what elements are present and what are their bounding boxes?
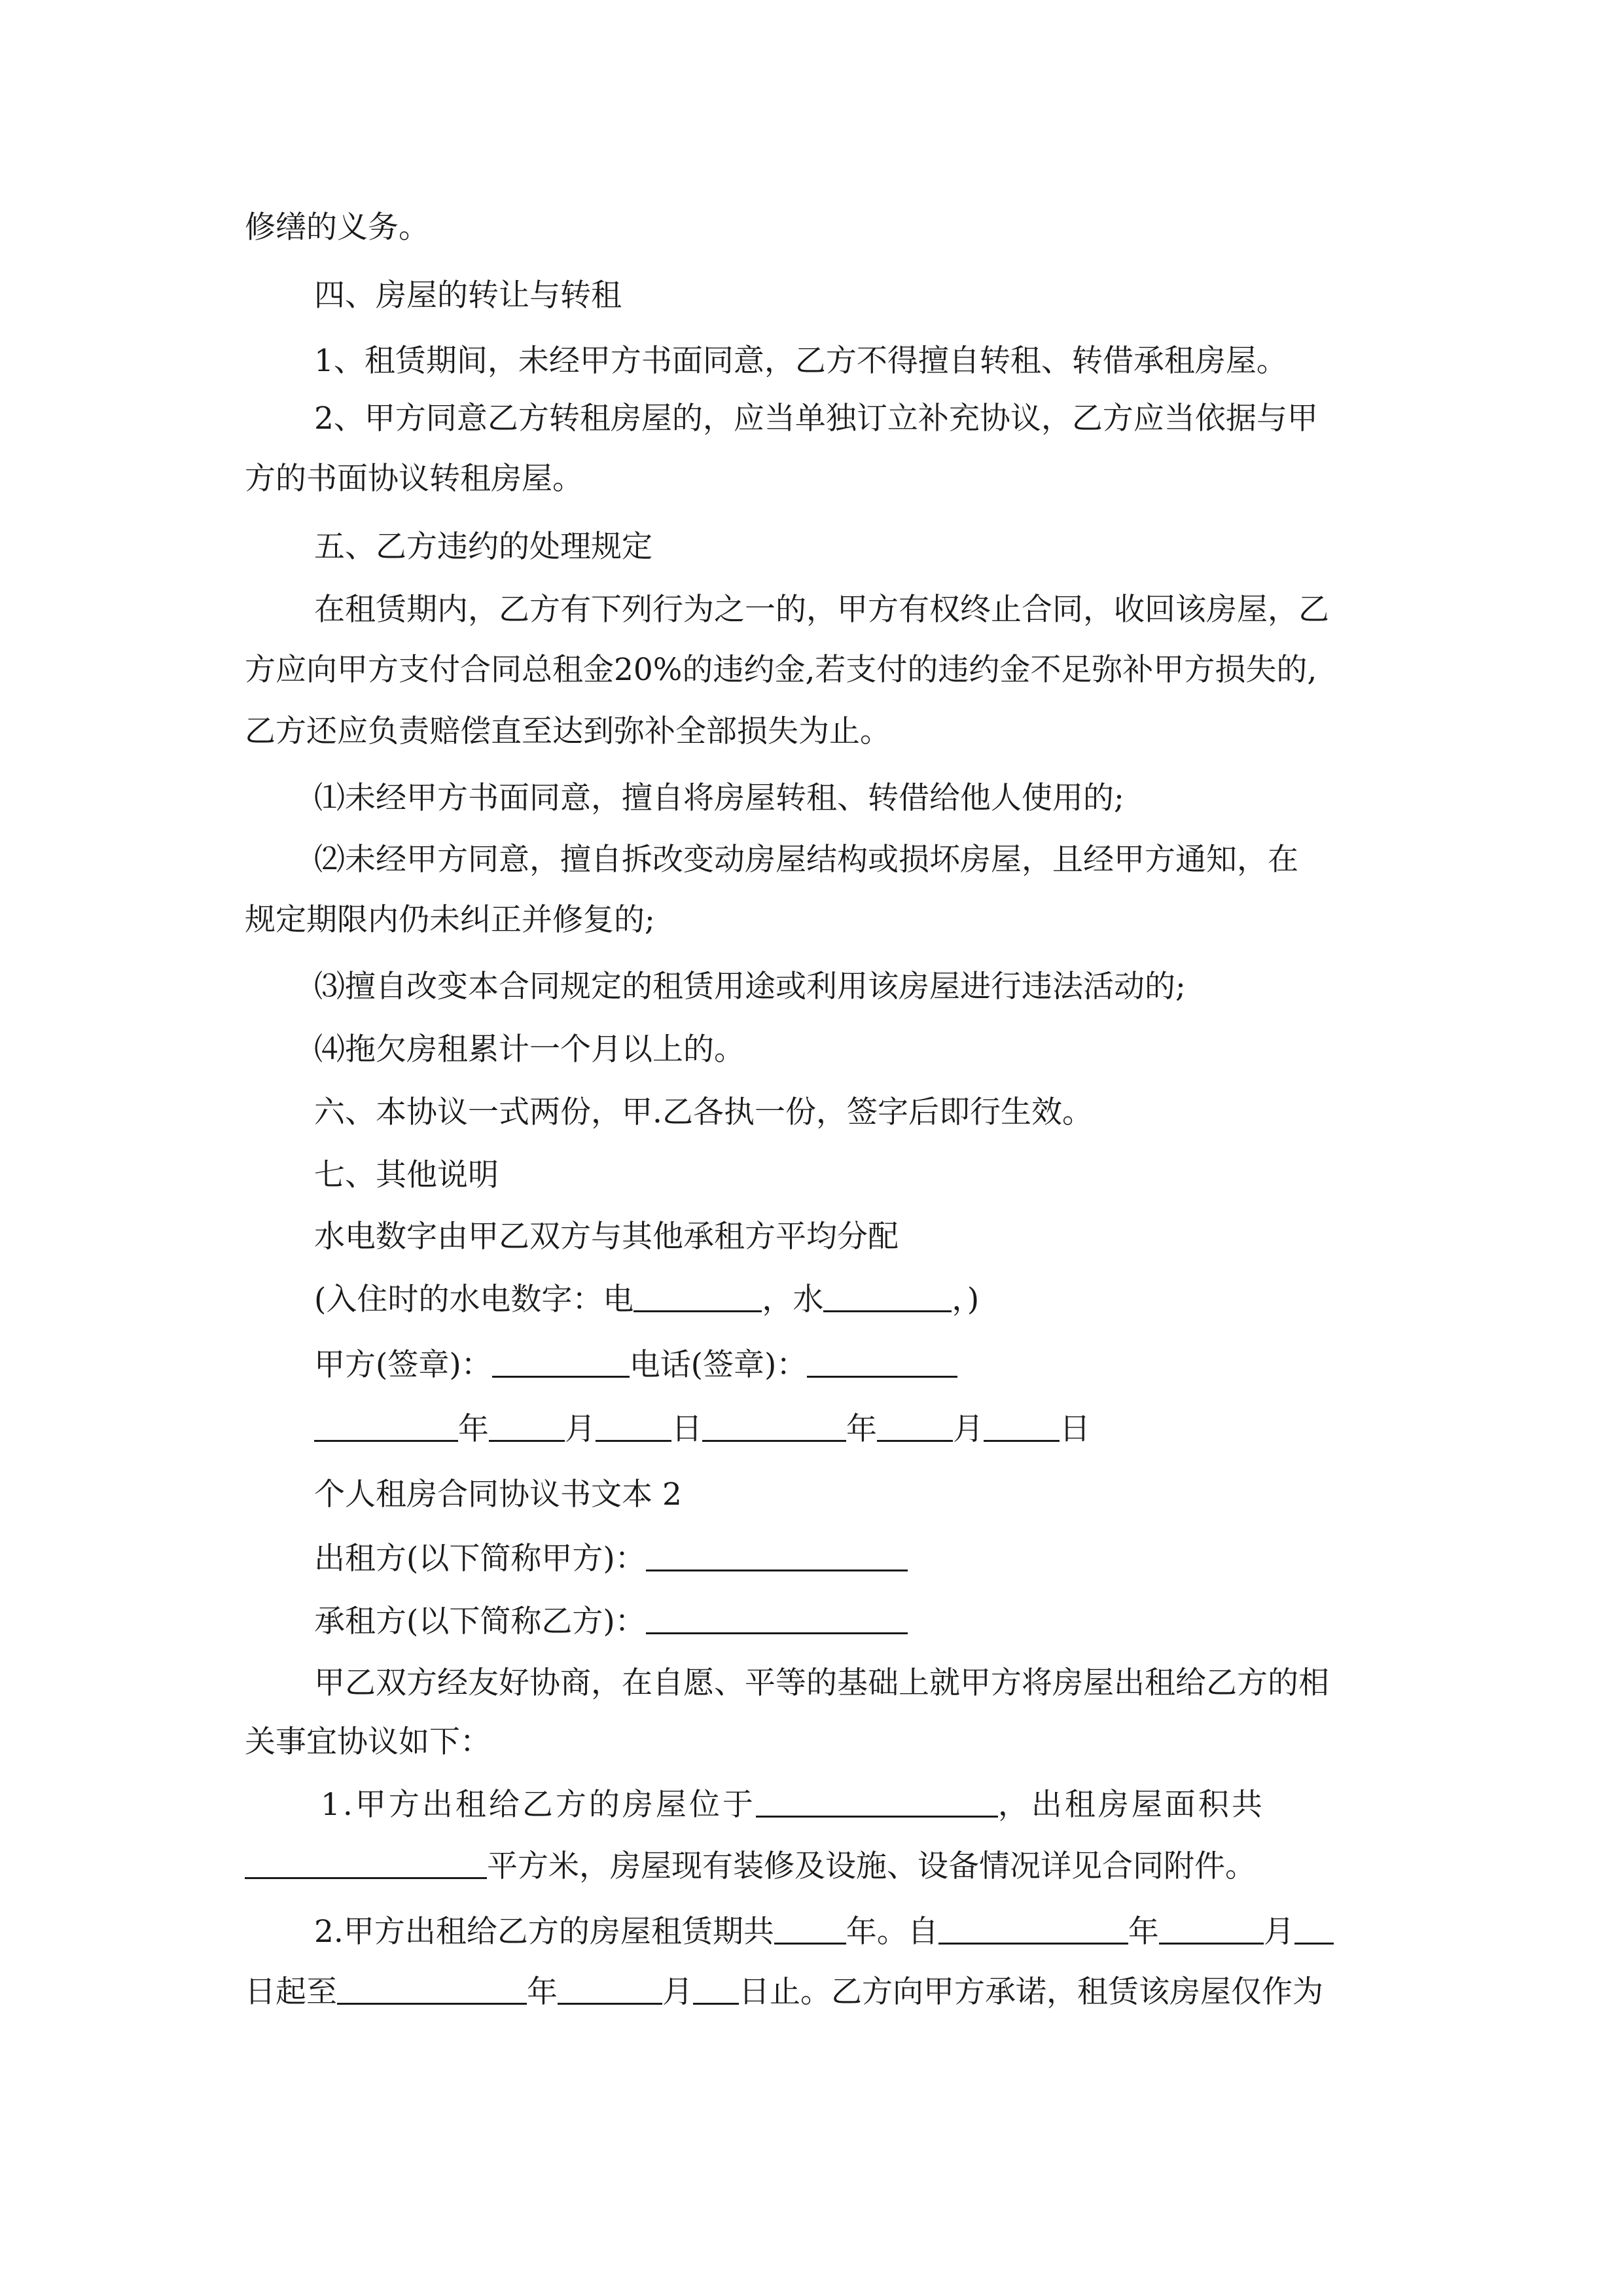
fill-blank <box>877 1410 953 1442</box>
clause-2-line <box>314 1898 1334 1966</box>
text-fragment: 2.甲方出租给乙方的房屋租赁期共 <box>314 1914 774 1950</box>
fill-blank <box>633 1280 762 1312</box>
party-line-lessee <box>314 1588 908 1656</box>
section-heading-other: 七、其他说明 <box>314 1157 499 1193</box>
fill-blank <box>646 1602 908 1634</box>
text-fragment: (入住时的水电数字：电 <box>314 1282 634 1318</box>
fill-blank <box>693 1973 739 2005</box>
fill-blank <box>984 1410 1060 1442</box>
text-fragment: 电话(签章)： <box>629 1347 808 1383</box>
text-fragment: 平方米，房屋现有装修及设施、设备情况详见合同附件。 <box>487 1848 1256 1884</box>
fill-blank <box>774 1912 846 1945</box>
text-fragment: 年 <box>1128 1914 1159 1950</box>
section-heading-breach: 五、乙方违约的处理规定 <box>314 529 652 565</box>
list-item: ⑵未经甲方同意，擅自拆改变动房屋结构或损坏房屋，且经甲方通知，在 <box>314 842 1298 878</box>
text-line: 方的书面协议转租房屋。 <box>245 461 583 497</box>
text-fragment: 年 <box>458 1411 489 1447</box>
text-fragment: 年。自 <box>846 1914 938 1950</box>
text-line: 方应向甲方支付合同总租金20%的违约金,若支付的违约金不足弥补甲方损失的, <box>245 652 1317 688</box>
text-fragment: ，水 <box>762 1282 824 1318</box>
text-line: 甲乙双方经友好协商，在自愿、平等的基础上就甲方将房屋出租给乙方的相 <box>314 1665 1329 1701</box>
section-heading-transfer: 四、房屋的转让与转租 <box>314 278 622 314</box>
text-line: 修缮的义务。 <box>245 209 429 245</box>
fill-blank <box>596 1410 671 1442</box>
fill-blank <box>314 1410 458 1442</box>
list-item: ⑷拖欠房租累计一个月以上的。 <box>314 1031 745 1067</box>
fill-blank <box>245 1847 487 1879</box>
text-line: 规定期限内仍未纠正并修复的; <box>245 902 655 938</box>
text-line: 水电数字由甲乙双方与其他承租方平均分配 <box>314 1219 899 1255</box>
text-fragment: 月 <box>565 1411 596 1447</box>
fill-blank <box>646 1539 908 1571</box>
text-fragment: 日 <box>671 1411 702 1447</box>
text-fragment: 1.甲方出租给乙方的房屋位于 <box>321 1787 756 1823</box>
fill-blank <box>492 1346 630 1378</box>
fill-blank <box>807 1346 957 1378</box>
text-fragment: 月 <box>662 1974 693 2010</box>
clause-1-line <box>321 1771 1265 1839</box>
text-line: 关事宜协议如下： <box>245 1724 491 1760</box>
text-fragment: ，) <box>952 1282 980 1318</box>
utility-reading-line <box>314 1266 979 1334</box>
clause-2-line <box>245 1958 1323 2026</box>
list-item: ⑴未经甲方书面同意，擅自将房屋转租、转借给他人使用的; <box>314 780 1124 816</box>
text-line: 2、甲方同意乙方转租房屋的，应当单独订立补充协议，乙方应当依据与甲 <box>314 401 1318 437</box>
text-fragment: ，出租房屋面积共 <box>997 1787 1265 1823</box>
text-fragment: 日 <box>1060 1411 1090 1447</box>
party-line-lessor <box>314 1525 908 1593</box>
fill-blank <box>823 1280 952 1312</box>
fill-blank <box>337 1973 527 2005</box>
text-line: 六、本协议一式两份，甲.乙各执一份，签字后即行生效。 <box>314 1094 1093 1130</box>
fill-blank <box>1294 1912 1334 1945</box>
text-fragment: 月 <box>1263 1914 1294 1950</box>
section-title-contract-2: 个人租房合同协议书文本 2 <box>314 1477 682 1513</box>
list-item: ⑶擅自改变本合同规定的租赁用途或利用该房屋进行违法活动的; <box>314 969 1186 1005</box>
fill-blank <box>702 1410 846 1442</box>
text-fragment: 承租方(以下简称乙方)： <box>314 1604 646 1640</box>
clause-1-line <box>245 1833 1256 1901</box>
text-line: 在租赁期内，乙方有下列行为之一的，甲方有权终止合同，收回该房屋，乙 <box>314 592 1329 628</box>
signature-line <box>314 1331 957 1399</box>
text-fragment: 出租方(以下简称甲方)： <box>314 1541 646 1577</box>
text-fragment: 年 <box>846 1411 877 1447</box>
text-line: 1、租赁期间，未经甲方书面同意，乙方不得擅自转租、转借承租房屋。 <box>314 343 1287 379</box>
text-fragment: 日起至 <box>245 1974 337 2010</box>
text-fragment: 甲方(签章)： <box>314 1347 492 1383</box>
date-line <box>314 1395 1090 1463</box>
text-fragment: 日止。乙方向甲方承诺，租赁该房屋仅作为 <box>739 1974 1323 2010</box>
fill-blank <box>938 1912 1128 1945</box>
text-fragment: 年 <box>527 1974 558 2010</box>
fill-blank <box>489 1410 565 1442</box>
fill-blank <box>558 1973 662 2005</box>
text-line: 乙方还应负责赔偿直至达到弥补全部损失为止。 <box>245 713 891 749</box>
fill-blank <box>1159 1912 1264 1945</box>
text-fragment: 月 <box>953 1411 984 1447</box>
fill-blank <box>756 1785 998 1818</box>
